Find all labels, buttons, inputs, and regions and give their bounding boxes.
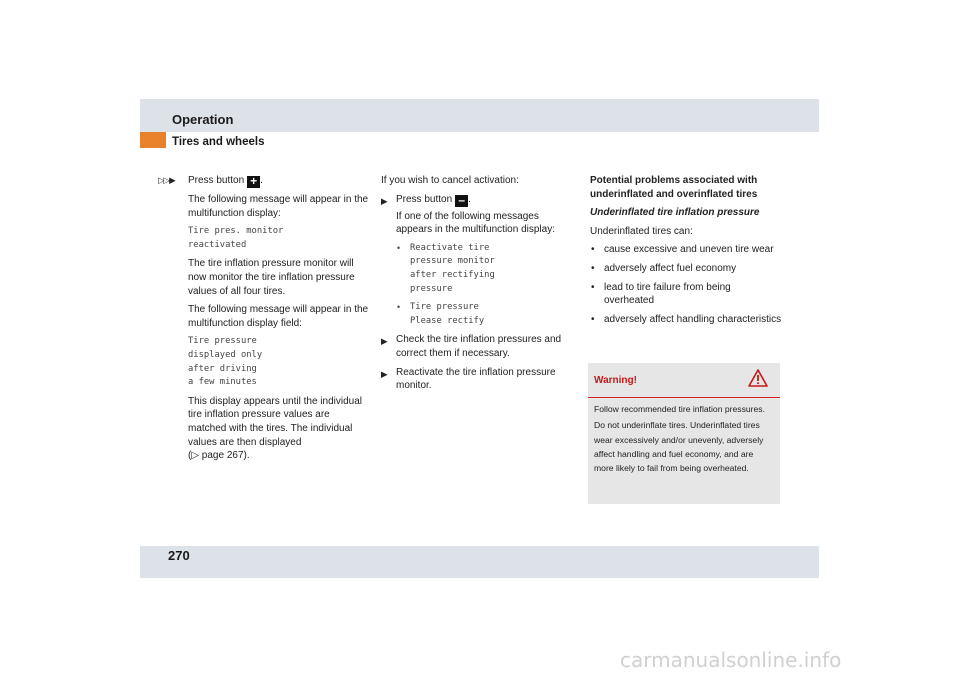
subsection-title: Tires and wheels: [172, 136, 265, 148]
display-message-1: Tire pres. monitor reactivated: [188, 226, 284, 250]
warning-text: Do not underinflate tires. Underinflated tires wear excessively and/or unevenly, adversely affect handling and fuel economy, and are more likely to fail from being overheated.: [594, 420, 764, 474]
warning-triangle-icon: [748, 369, 768, 392]
list-item: • cause excessive and uneven tire wear: [591, 244, 774, 256]
page-reference: (▷ page 267).: [188, 450, 250, 462]
display-message-2: Tire pressure displayed only after driving a few minutes: [188, 336, 263, 388]
warning-text: Follow recommended tire inflation pressures.: [594, 404, 765, 414]
step-press-minus: ▶ Press button – .: [381, 192, 471, 207]
watermark: carmanualsonline.info: [620, 648, 842, 672]
section-marker: [140, 132, 166, 148]
list-item: • Tire pressure Please rectify: [397, 302, 485, 326]
step-arrow-icon: ▶: [381, 336, 388, 347]
paragraph: If you wish to cancel activation:: [381, 175, 519, 186]
list-item: • lead to tire failure from being overheated: [591, 281, 731, 307]
header-band: [140, 99, 819, 132]
step-press-plus: Press button + .: [188, 174, 263, 188]
paragraph: This display appears until the individual tire inflation pressure values are matched with the tires. The individual values are then displayed (▷ page 267).: [188, 395, 362, 462]
list-item: • Reactivate tire pressure monitor after rectifying pressure: [397, 242, 495, 294]
footer-band: [140, 546, 819, 578]
step-reactivate: ▶ Reactivate the tire inflation pressure monitor.: [381, 366, 556, 392]
continuation-arrows-icon: ▷▷▶: [158, 175, 175, 185]
column-1: [188, 174, 370, 468]
step-arrow-icon: ▶: [381, 368, 388, 379]
paragraph: Underinflated tires can:: [590, 225, 693, 237]
subheading: Underinflated tire inflation pressure: [590, 207, 760, 219]
column-3: [590, 174, 782, 331]
minus-button-icon: –: [455, 195, 468, 207]
paragraph: If one of the following messages appears in the multifunction display:: [396, 210, 555, 236]
column-2: [381, 174, 573, 396]
list-item: • adversely affect handling characteristics: [591, 313, 782, 325]
plus-button-icon: +: [247, 176, 260, 188]
section-title: Operation: [172, 112, 234, 127]
step-arrow-icon: ▶: [381, 195, 388, 206]
paragraph: The following message will appear in the multifunction display field:: [188, 304, 369, 329]
page-number: 270: [168, 548, 190, 563]
step-check-pressures: ▶ Check the tire inflation pressures and correct them if necessary.: [381, 334, 562, 359]
list-item: • adversely affect fuel economy: [591, 262, 737, 274]
heading: Potential problems associated with underinflated and overinflated tires: [590, 175, 758, 200]
paragraph: The tire inflation pressure monitor will now monitor the tire inflation pressure values of all four tires.: [188, 258, 355, 297]
warning-box: [588, 363, 780, 504]
warning-title: Warning!: [594, 375, 637, 386]
warning-header: [588, 363, 780, 398]
paragraph: The following message will appear in the multifunction display:: [188, 194, 369, 219]
